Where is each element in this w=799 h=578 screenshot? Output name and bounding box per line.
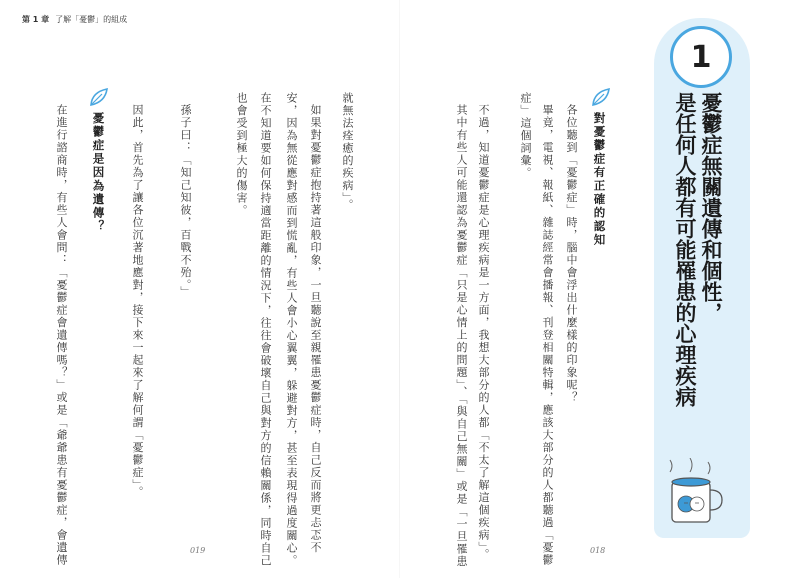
body-text-column: 就無法痊癒的疾病」。	[341, 92, 354, 212]
body-text-column: 症」這個詞彙。	[519, 92, 532, 180]
chapter-label: 第 1 章	[22, 15, 50, 24]
body-text-column: 因此，首先為了讓各位沉著地應對，接下來一起來了解何謂「憂鬱症」。	[131, 104, 144, 499]
mug-icon	[660, 458, 730, 528]
page-number-right: 018	[590, 546, 606, 555]
body-text-column: 其中有些人可能還認為憂鬱症「只是心情上的問題」、「與自己無關」或是「一旦罹患	[455, 104, 468, 568]
chapter-title: 了解「憂鬱」的組成	[55, 15, 128, 24]
body-text-column: 也會受到極大的傷害。	[235, 92, 248, 217]
leaf-icon	[88, 86, 110, 108]
section-heading-heredity: 憂鬱症是因為遺傳？	[91, 112, 106, 234]
body-text-column: 畢竟，電視、報紙、雜誌經常會播報、刊登相關特輯，應該大部分的人都聽過「憂鬱	[541, 104, 554, 567]
body-text-column: 在進行諮商時，有些人會問：「憂鬱症會遺傳嗎？」或是「爺爺患有憂鬱症，會遺傳	[55, 104, 68, 567]
title-line-1: 憂鬱症無關遺傳和個性，	[699, 92, 723, 323]
page-gutter	[399, 0, 400, 578]
title-line-2: 是任何人都有可能罹患的心理疾病	[673, 92, 697, 407]
body-text-column: 如果對憂鬱症抱持著這般印象，一旦聽說至親罹患憂鬱症時，自己反而將更忐忑不	[309, 104, 322, 554]
section-heading-correct-understanding: 對憂鬱症有正確的認知	[592, 112, 607, 247]
page-number-left: 019	[190, 546, 206, 555]
body-text-column: 孫子曰：「知己知彼，百戰不殆。」	[179, 104, 192, 299]
running-header	[22, 14, 127, 25]
chapter-number-badge: 1	[670, 26, 732, 88]
body-text-column: 不過，知道憂鬱症是心理疾病是一方面，我想大部分的人都「不太了解這個疾病」。	[477, 104, 490, 561]
body-text-column: 安，因為無從應對感而到慌亂，有些人會小心翼翼，躲避對方，甚至表現得過度關心。	[285, 92, 298, 567]
body-text-column: 各位聽到「憂鬱症」時，腦中會浮出什麼樣的印象呢？	[565, 104, 578, 404]
leaf-icon	[590, 86, 612, 108]
body-text-column: 在不知道要如何保持適當距離的情況下，往往會破壞自己與對方的信賴關係，同時自己	[259, 92, 272, 567]
